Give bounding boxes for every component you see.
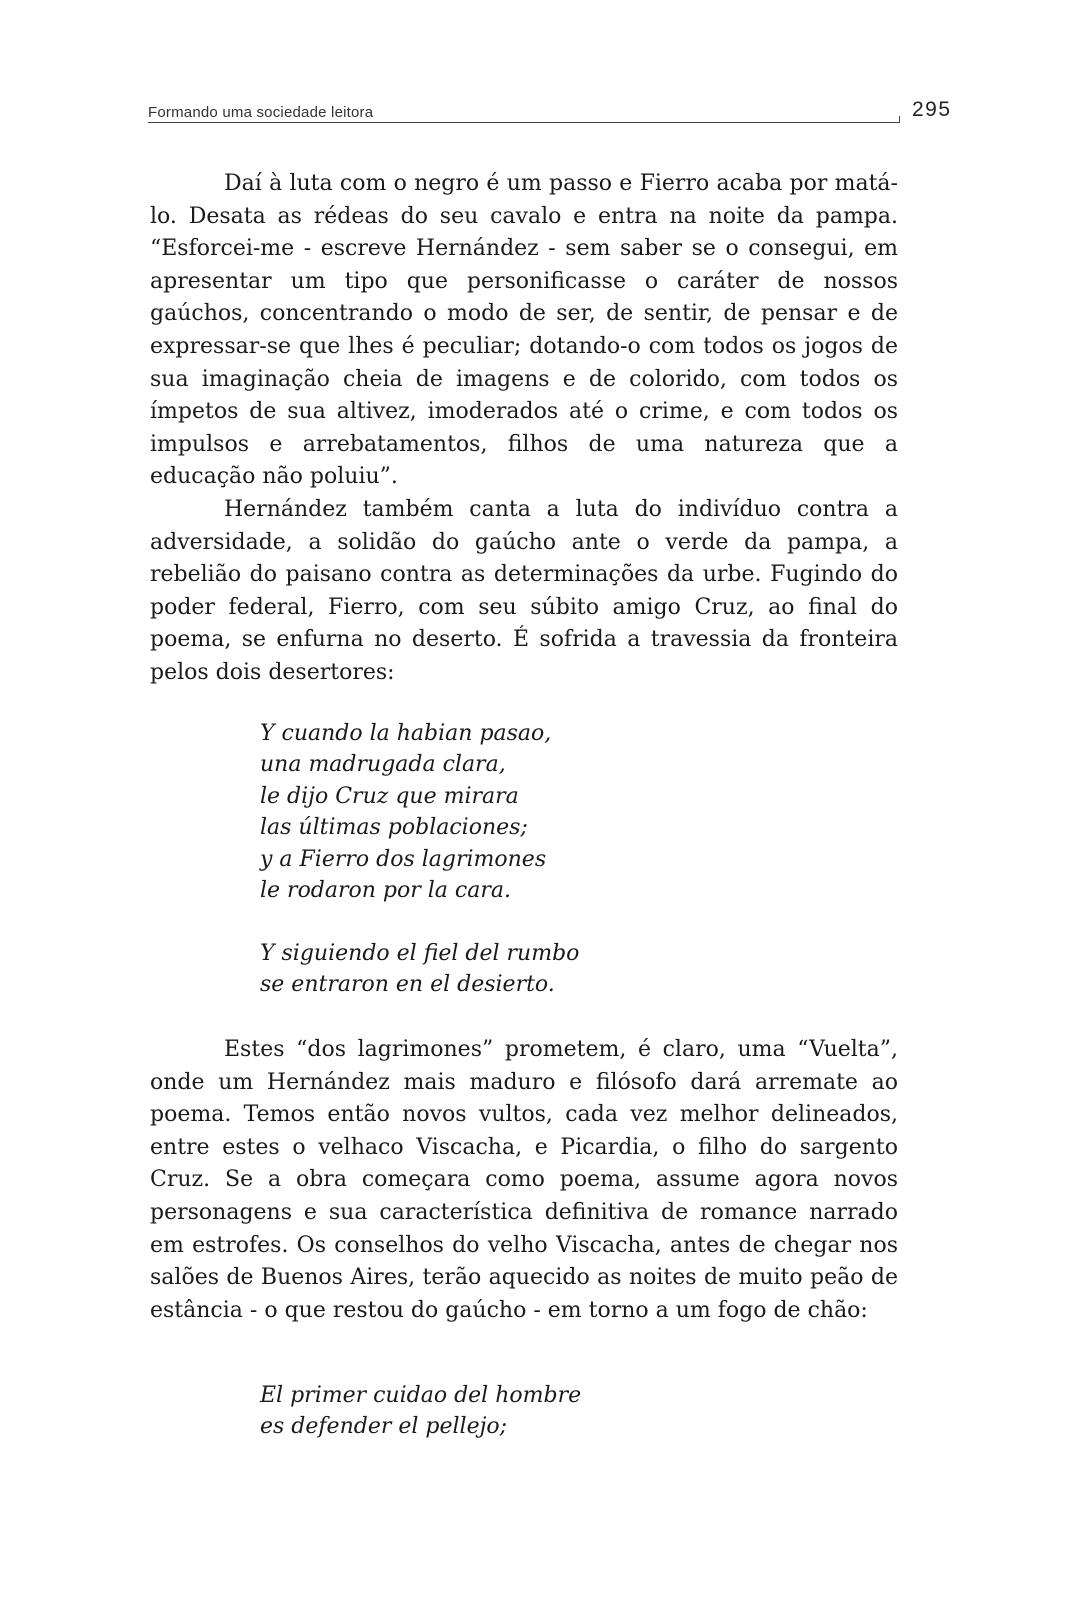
paragraph: Hernández também canta a luta do indivíduo contra a adversidade, a solidão do gaúcho ante o verde da pampa, a rebelião do paisano contra as determinações da urbe. Fugindo do poder federal, Fierro, com seu súbito amigo Cruz, ao final do poema, se enfurna no deserto. É sofrida a travessia da fronteira pelos dois desertores:: [150, 496, 898, 685]
body-text-middle: [150, 1034, 898, 1327]
verse-line: se entraron en el desierto.: [260, 972, 555, 998]
page-number: 295: [912, 98, 952, 121]
verse-line: es defender el pellejo;: [260, 1414, 508, 1440]
running-title: Formando uma sociedade leitora: [148, 104, 374, 121]
header-rule-tick: [899, 116, 900, 123]
verse-line: le dijo Cruz que mirara: [260, 783, 519, 809]
verse-line: Y cuando la habian pasao,: [260, 721, 552, 746]
verse-block: [260, 718, 820, 1001]
header-rule: [148, 122, 900, 123]
body-text-top: [150, 168, 898, 690]
verse-line: Y siguiendo el fiel del rumbo: [260, 940, 580, 966]
verse-line: y a Fierro dos lagrimones: [260, 846, 547, 872]
paragraph: Daí à luta com o negro é um passo e Fierro acaba por matá-lo. Desata as rédeas do seu cavalo e entra na noite da pampa. “Esforcei-me - escreve Hernández - sem saber se o consegui, em apresentar um tipo que personificasse o caráter de nossos gaúchos, concentrando o modo de ser, de sentir, de pensar e de expressar-se que lhes é peculiar; dotando-o com todos os jogos de sua imaginação cheia de imagens e de colorido, com todos os ímpetos de sua altivez, imoderados até o crime, e com todos os impulsos e arrebatamentos, filhos de uma natureza que a educação não poluiu”.: [150, 171, 898, 490]
stanza-gap: [260, 906, 820, 937]
paragraph: Estes “dos lagrimones” prometem, é claro, uma “Vuelta”, onde um Hernández mais maduro e filósofo dará arremate ao poema. Temos então novos vultos, cada vez melhor delineados, entre estes o velhaco Viscacha, e Picardia, o filho do sargento Cruz. Se a obra começara como poema, assume agora novos personagens e sua característica definitiva de romance narrado em estrofes. Os conselhos do velho Viscacha, antes de chegar nos salões de Buenos Aires, terão aquecido as noites de muito peão de estância - o que restou do gaúcho - em torno a um fogo de chão:: [150, 1037, 898, 1323]
verse-line: una madrugada clara,: [260, 752, 506, 778]
running-header: [148, 100, 908, 128]
verse-line: El primer cuidao del hombre: [260, 1383, 582, 1408]
verse-line: las últimas poblaciones;: [260, 815, 528, 841]
verse-line: le rodaron por la cara.: [260, 878, 511, 904]
verse-block: [260, 1380, 820, 1443]
